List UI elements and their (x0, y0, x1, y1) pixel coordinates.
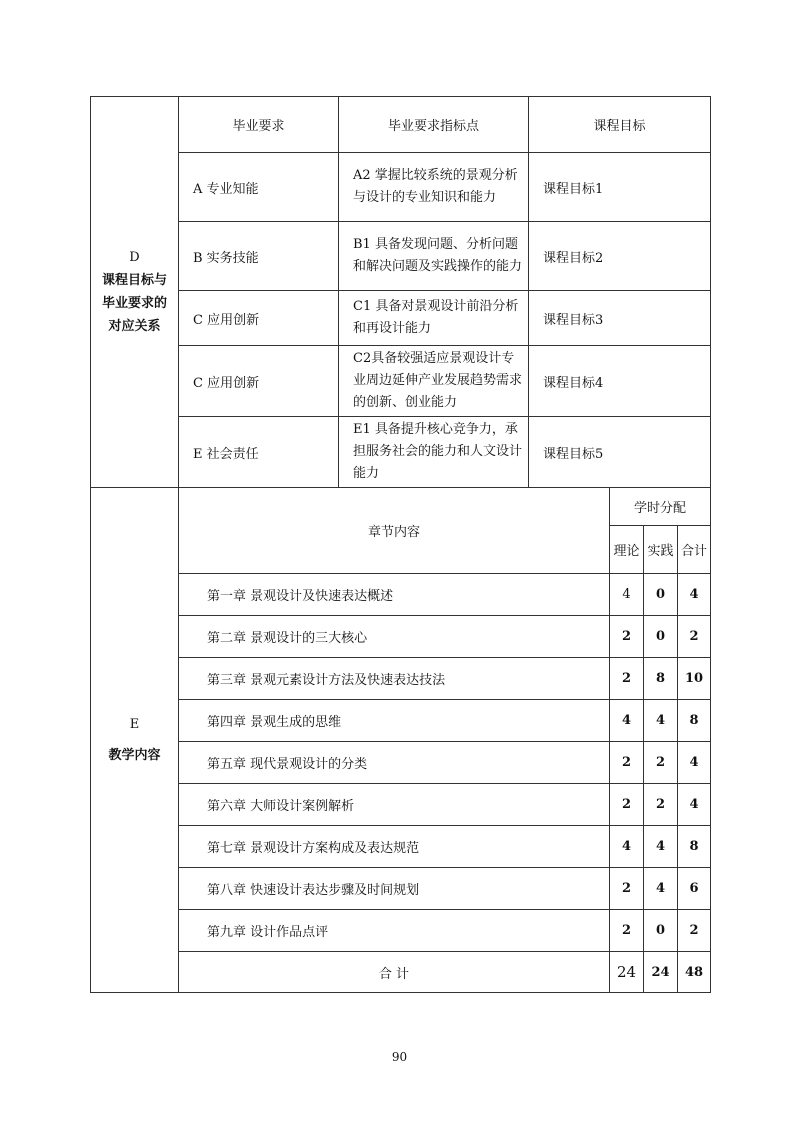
page-number: 90 (391, 1050, 408, 1064)
chapter-row (91, 742, 711, 784)
header-indicator-point: 毕业要求指标点 (339, 97, 529, 153)
chapter-practice-hours: 0 (644, 616, 678, 658)
chapter-name: 第三章 景观元素设计方法及快速表达技法 (179, 658, 610, 700)
chapter-name: 第七章 景观设计方案构成及表达规范 (179, 826, 610, 868)
chapter-total-hours: 2 (678, 616, 711, 658)
chapter-name: 第九章 设计作品点评 (179, 910, 610, 952)
chapter-theory-hours: 2 (610, 658, 644, 700)
content-header-row (91, 488, 711, 526)
chapter-row (91, 574, 711, 616)
header-hours-allocation: 学时分配 (610, 488, 711, 526)
chapter-row (91, 910, 711, 952)
chapter-total-hours: 4 (678, 574, 711, 616)
chapter-practice-hours: 0 (644, 910, 678, 952)
requirement-name: A 专业知能 (179, 153, 339, 222)
section-d-letter: D (129, 250, 140, 265)
header-requirement: 毕业要求 (179, 97, 339, 153)
chapter-name: 第四章 景观生成的思维 (179, 700, 610, 742)
requirement-row (91, 153, 711, 222)
requirement-goal: 课程目标1 (529, 153, 711, 222)
chapter-name: 第一章 景观设计及快速表达概述 (179, 574, 610, 616)
chapter-name: 第六章 大师设计案例解析 (179, 784, 610, 826)
requirement-name: B 实务技能 (179, 222, 339, 291)
chapter-total-hours: 4 (678, 784, 711, 826)
chapter-theory-hours: 4 (610, 826, 644, 868)
chapter-total-hours: 8 (678, 826, 711, 868)
requirement-point: B1 具备发现问题、分析问题和解决问题及实践操作的能力 (339, 222, 529, 291)
totals-practice: 24 (644, 952, 678, 993)
requirement-point: C2具备较强适应景观设计专业周边延伸产业发展趋势需求的创新、创业能力 (339, 346, 529, 417)
requirement-goal: 课程目标5 (529, 417, 711, 488)
chapter-theory-hours: 2 (610, 616, 644, 658)
section-e-label (91, 488, 179, 993)
requirement-row (91, 222, 711, 291)
header-theory: 理论 (610, 526, 644, 574)
chapter-total-hours: 10 (678, 658, 711, 700)
chapter-practice-hours: 2 (644, 742, 678, 784)
curriculum-table (90, 96, 711, 993)
chapter-row (91, 700, 711, 742)
chapter-theory-hours: 2 (610, 910, 644, 952)
chapter-total-hours: 2 (678, 910, 711, 952)
section-d-title-line: 毕业要求的 (101, 296, 167, 311)
chapter-practice-hours: 4 (644, 700, 678, 742)
chapter-name: 第五章 现代景观设计的分类 (179, 742, 610, 784)
chapter-practice-hours: 4 (644, 826, 678, 868)
section-d-title-line: 课程目标与 (101, 273, 167, 288)
chapter-row (91, 784, 711, 826)
requirement-name: C 应用创新 (179, 346, 339, 417)
chapter-row (91, 826, 711, 868)
section-d-title-line: 对应关系 (108, 319, 161, 334)
header-chapter-content: 章节内容 (179, 488, 610, 574)
requirement-row (91, 417, 711, 488)
chapter-practice-hours: 8 (644, 658, 678, 700)
chapter-name: 第八章 快速设计表达步骤及时间规划 (179, 868, 610, 910)
requirement-row (91, 346, 711, 417)
chapter-theory-hours: 4 (610, 574, 644, 616)
chapter-theory-hours: 4 (610, 700, 644, 742)
chapter-row (91, 658, 711, 700)
chapter-theory-hours: 2 (610, 742, 644, 784)
section-e-title: 教学内容 (108, 748, 161, 763)
totals-label: 合 计 (179, 952, 610, 993)
chapter-practice-hours: 2 (644, 784, 678, 826)
requirement-name: C 应用创新 (179, 291, 339, 346)
chapter-row (91, 868, 711, 910)
section-e-letter: E (129, 717, 140, 732)
header-course-goal: 课程目标 (529, 97, 711, 153)
chapter-theory-hours: 2 (610, 784, 644, 826)
chapter-total-hours: 6 (678, 868, 711, 910)
chapter-total-hours: 8 (678, 700, 711, 742)
totals-total: 48 (678, 952, 711, 993)
requirement-point: A2 掌握比较系统的景观分析与设计的专业知识和能力 (339, 153, 529, 222)
chapter-practice-hours: 0 (644, 574, 678, 616)
requirement-point: E1 具备提升核心竞争力，承担服务社会的能力和人文设计能力 (339, 417, 529, 488)
chapter-name: 第二章 景观设计的三大核心 (179, 616, 610, 658)
requirement-goal: 课程目标4 (529, 346, 711, 417)
totals-theory: 24 (610, 952, 644, 993)
requirements-header-row (91, 97, 711, 153)
chapter-total-hours: 4 (678, 742, 711, 784)
requirement-goal: 课程目标2 (529, 222, 711, 291)
header-total: 合计 (678, 526, 711, 574)
requirement-point: C1 具备对景观设计前沿分析和再设计能力 (339, 291, 529, 346)
chapter-row (91, 616, 711, 658)
section-d-label (91, 97, 179, 488)
requirement-row (91, 291, 711, 346)
chapter-theory-hours: 2 (610, 868, 644, 910)
header-practice: 实践 (644, 526, 678, 574)
chapter-practice-hours: 4 (644, 868, 678, 910)
totals-row (91, 952, 711, 993)
requirement-name: E 社会责任 (179, 417, 339, 488)
requirement-goal: 课程目标3 (529, 291, 711, 346)
